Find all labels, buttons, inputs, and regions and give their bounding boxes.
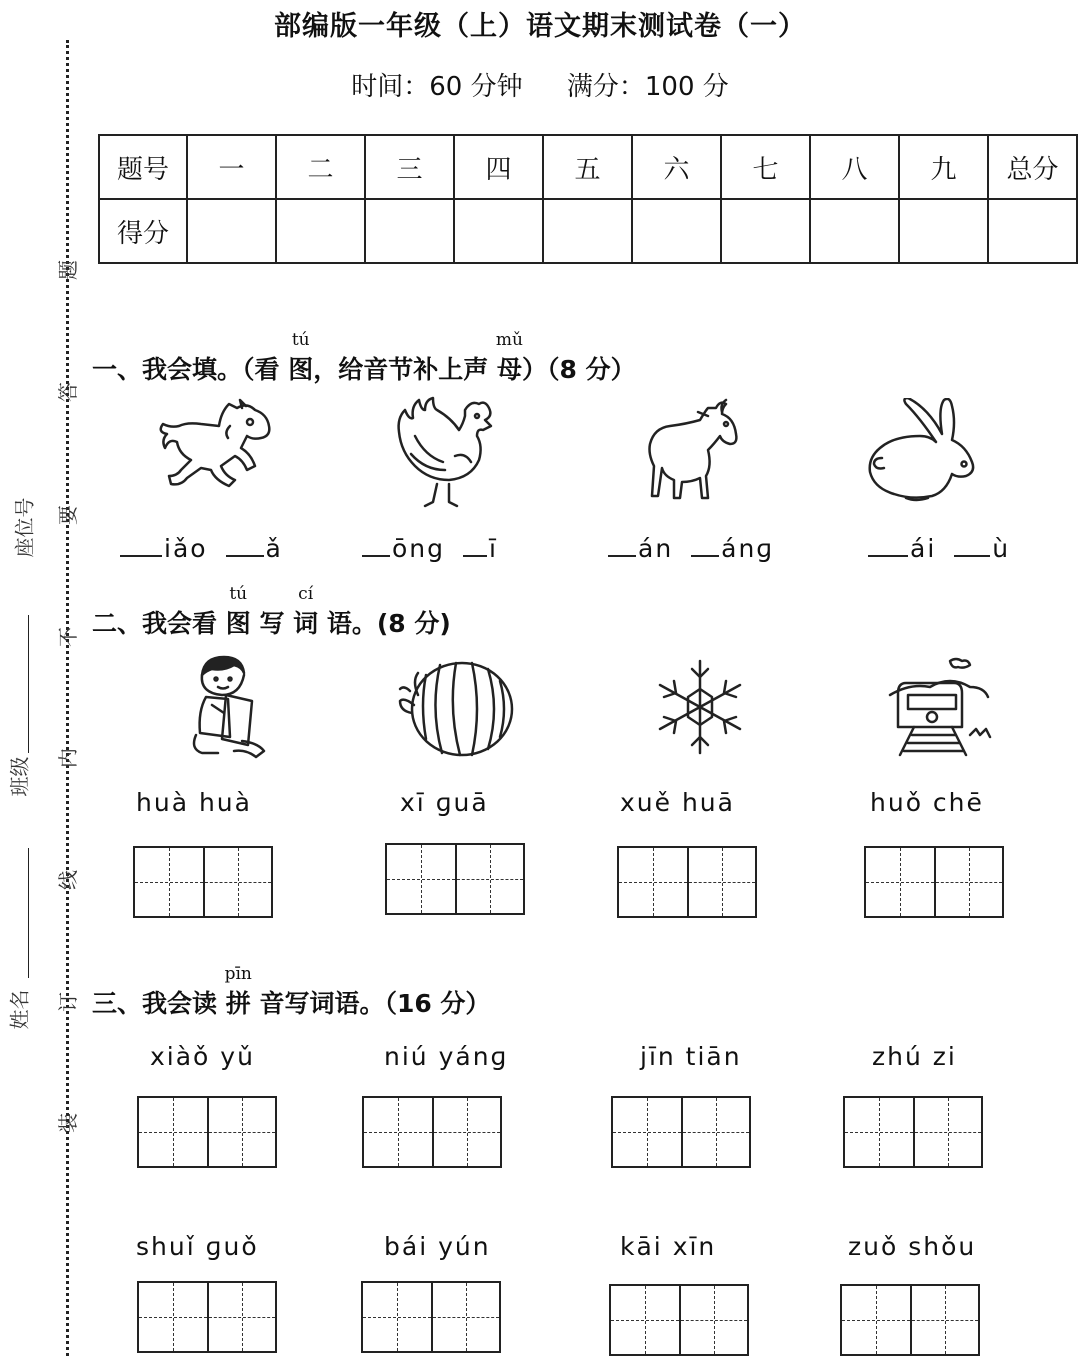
score-cell[interactable]: [187, 199, 276, 263]
answer-blank[interactable]: [691, 554, 719, 557]
section-2-heading: 二、我会看 tú 图 写 cí 词 语。(8 分): [92, 584, 451, 638]
notice-char: 线: [56, 870, 80, 890]
grid-cell[interactable]: [845, 1098, 913, 1166]
header-cell: 总分: [988, 135, 1077, 199]
grid-cell[interactable]: [866, 848, 934, 916]
notice-char: 要: [56, 505, 80, 525]
score-cell[interactable]: [632, 199, 721, 263]
writing-grid[interactable]: [840, 1284, 980, 1356]
header-cell: 五: [543, 135, 632, 199]
name-label: 姓名: [7, 989, 32, 1030]
grid-cell[interactable]: [207, 1098, 275, 1166]
train-icon: [884, 655, 994, 759]
score-cell[interactable]: [454, 199, 543, 263]
exam-info: [0, 66, 1080, 103]
page-title: 部编版一年级（上）语文期末测试卷（一）: [274, 11, 806, 42]
answer-blank[interactable]: [120, 554, 162, 557]
grid-cell[interactable]: [455, 845, 523, 913]
full-score: 满分：100 分: [566, 72, 729, 102]
writing-grid[interactable]: [361, 1281, 501, 1353]
grid-cell[interactable]: [364, 1098, 432, 1166]
notice-char: 答: [56, 382, 80, 402]
goat-icon: [636, 398, 746, 513]
word-pinyin: huǒ chē: [870, 788, 984, 817]
seat-number-label: 座位号: [12, 497, 37, 558]
fill-item-rooster: ōng ī: [362, 534, 498, 563]
section-3-heading: 三、我会读 pīn 拼 音写词语。（16 分）: [92, 964, 491, 1018]
grid-cell[interactable]: [203, 848, 271, 916]
word-pinyin: niú yánɡ: [384, 1042, 509, 1071]
fill-item-goat: án ánɡ: [608, 534, 774, 563]
horse-icon: [142, 398, 277, 513]
name-fill-line[interactable]: [28, 848, 29, 978]
writing-grid[interactable]: [133, 846, 273, 918]
word-pinyin: shuǐ ɡuǒ: [136, 1232, 259, 1261]
grid-cell[interactable]: [139, 1283, 207, 1351]
notice-char: 装: [56, 1113, 80, 1133]
score-cell[interactable]: [365, 199, 454, 263]
rooster-icon: [385, 396, 500, 514]
writing-grid[interactable]: [617, 846, 757, 918]
word-pinyin: zhú zi: [872, 1042, 957, 1071]
word-pinyin: xiàǒ yǔ: [150, 1042, 255, 1071]
header-cell: 七: [721, 135, 810, 199]
grid-cell[interactable]: [679, 1286, 747, 1354]
answer-blank[interactable]: [868, 554, 908, 557]
header-cell: 四: [454, 135, 543, 199]
grid-cell[interactable]: [135, 848, 203, 916]
class-fill-line[interactable]: [28, 615, 29, 753]
header-cell: 九: [899, 135, 988, 199]
header-cell: 一: [187, 135, 276, 199]
notice-char: 内: [56, 748, 80, 768]
header-cell: 八: [810, 135, 899, 199]
notice-char: 订: [56, 992, 80, 1012]
grid-cell[interactable]: [431, 1283, 499, 1351]
writing-grid[interactable]: [864, 846, 1004, 918]
grid-cell[interactable]: [687, 848, 755, 916]
answer-blank[interactable]: [463, 554, 487, 557]
writing-grid[interactable]: [843, 1096, 983, 1168]
notice-char: 不: [56, 627, 80, 647]
grid-cell[interactable]: [363, 1283, 431, 1351]
snowflake-icon: [652, 655, 748, 759]
writing-grid[interactable]: [362, 1096, 502, 1168]
binding-line: [66, 40, 69, 1356]
score-cell[interactable]: [721, 199, 810, 263]
grid-cell[interactable]: [681, 1098, 749, 1166]
grid-cell[interactable]: [613, 1098, 681, 1166]
header-cell: 三: [365, 135, 454, 199]
grid-cell[interactable]: [910, 1286, 978, 1354]
score-cell[interactable]: [988, 199, 1077, 263]
score-table-score-row: [99, 199, 1077, 263]
class-label: 班级: [7, 756, 32, 797]
score-cell[interactable]: [810, 199, 899, 263]
fill-item-rabbit: ái ù: [868, 534, 1010, 563]
grid-cell[interactable]: [387, 845, 455, 913]
score-cell[interactable]: [899, 199, 988, 263]
grid-cell[interactable]: [842, 1286, 910, 1354]
score-cell[interactable]: [543, 199, 632, 263]
grid-cell[interactable]: [207, 1283, 275, 1351]
word-pinyin: xuě huā: [620, 788, 735, 817]
rabbit-icon: [866, 398, 986, 510]
word-pinyin: jīn tiān: [640, 1042, 742, 1071]
answer-blank[interactable]: [608, 554, 636, 557]
boy-drawing-icon: [186, 655, 270, 759]
word-pinyin: zuǒ shǒu: [848, 1232, 977, 1261]
notice-char: 题: [56, 260, 80, 280]
writing-grid[interactable]: [385, 843, 525, 915]
word-pinyin: bái yún: [384, 1232, 491, 1261]
grid-cell[interactable]: [619, 848, 687, 916]
fill-item-horse: iǎo ǎ: [120, 534, 283, 563]
time-limit: 时间：60 分钟: [351, 72, 523, 102]
writing-grid[interactable]: [137, 1281, 277, 1353]
writing-grid[interactable]: [609, 1284, 749, 1356]
word-pinyin: huà huà: [136, 788, 252, 817]
writing-grid[interactable]: [137, 1096, 277, 1168]
word-pinyin: kāi xīn: [620, 1232, 717, 1261]
score-table-header-row: [99, 135, 1077, 199]
writing-grid[interactable]: [611, 1096, 751, 1168]
header-cell: 题号: [99, 135, 187, 199]
grid-cell[interactable]: [934, 848, 1002, 916]
score-cell[interactable]: [276, 199, 365, 263]
grid-cell[interactable]: [139, 1098, 207, 1166]
score-table: [98, 134, 1078, 264]
grid-cell[interactable]: [913, 1098, 981, 1166]
grid-cell[interactable]: [611, 1286, 679, 1354]
answer-blank[interactable]: [362, 554, 390, 557]
watermelon-icon: [396, 655, 520, 761]
word-pinyin: xī ɡuā: [400, 788, 489, 817]
header-cell: 六: [632, 135, 721, 199]
row-label: 得分: [99, 199, 187, 263]
answer-blank[interactable]: [226, 554, 264, 557]
section-1-heading: 一、我会填。（看 tú 图，给音节补上声 mǔ 母）（8 分）: [92, 330, 636, 384]
grid-cell[interactable]: [432, 1098, 500, 1166]
header-cell: 二: [276, 135, 365, 199]
answer-blank[interactable]: [954, 554, 990, 557]
